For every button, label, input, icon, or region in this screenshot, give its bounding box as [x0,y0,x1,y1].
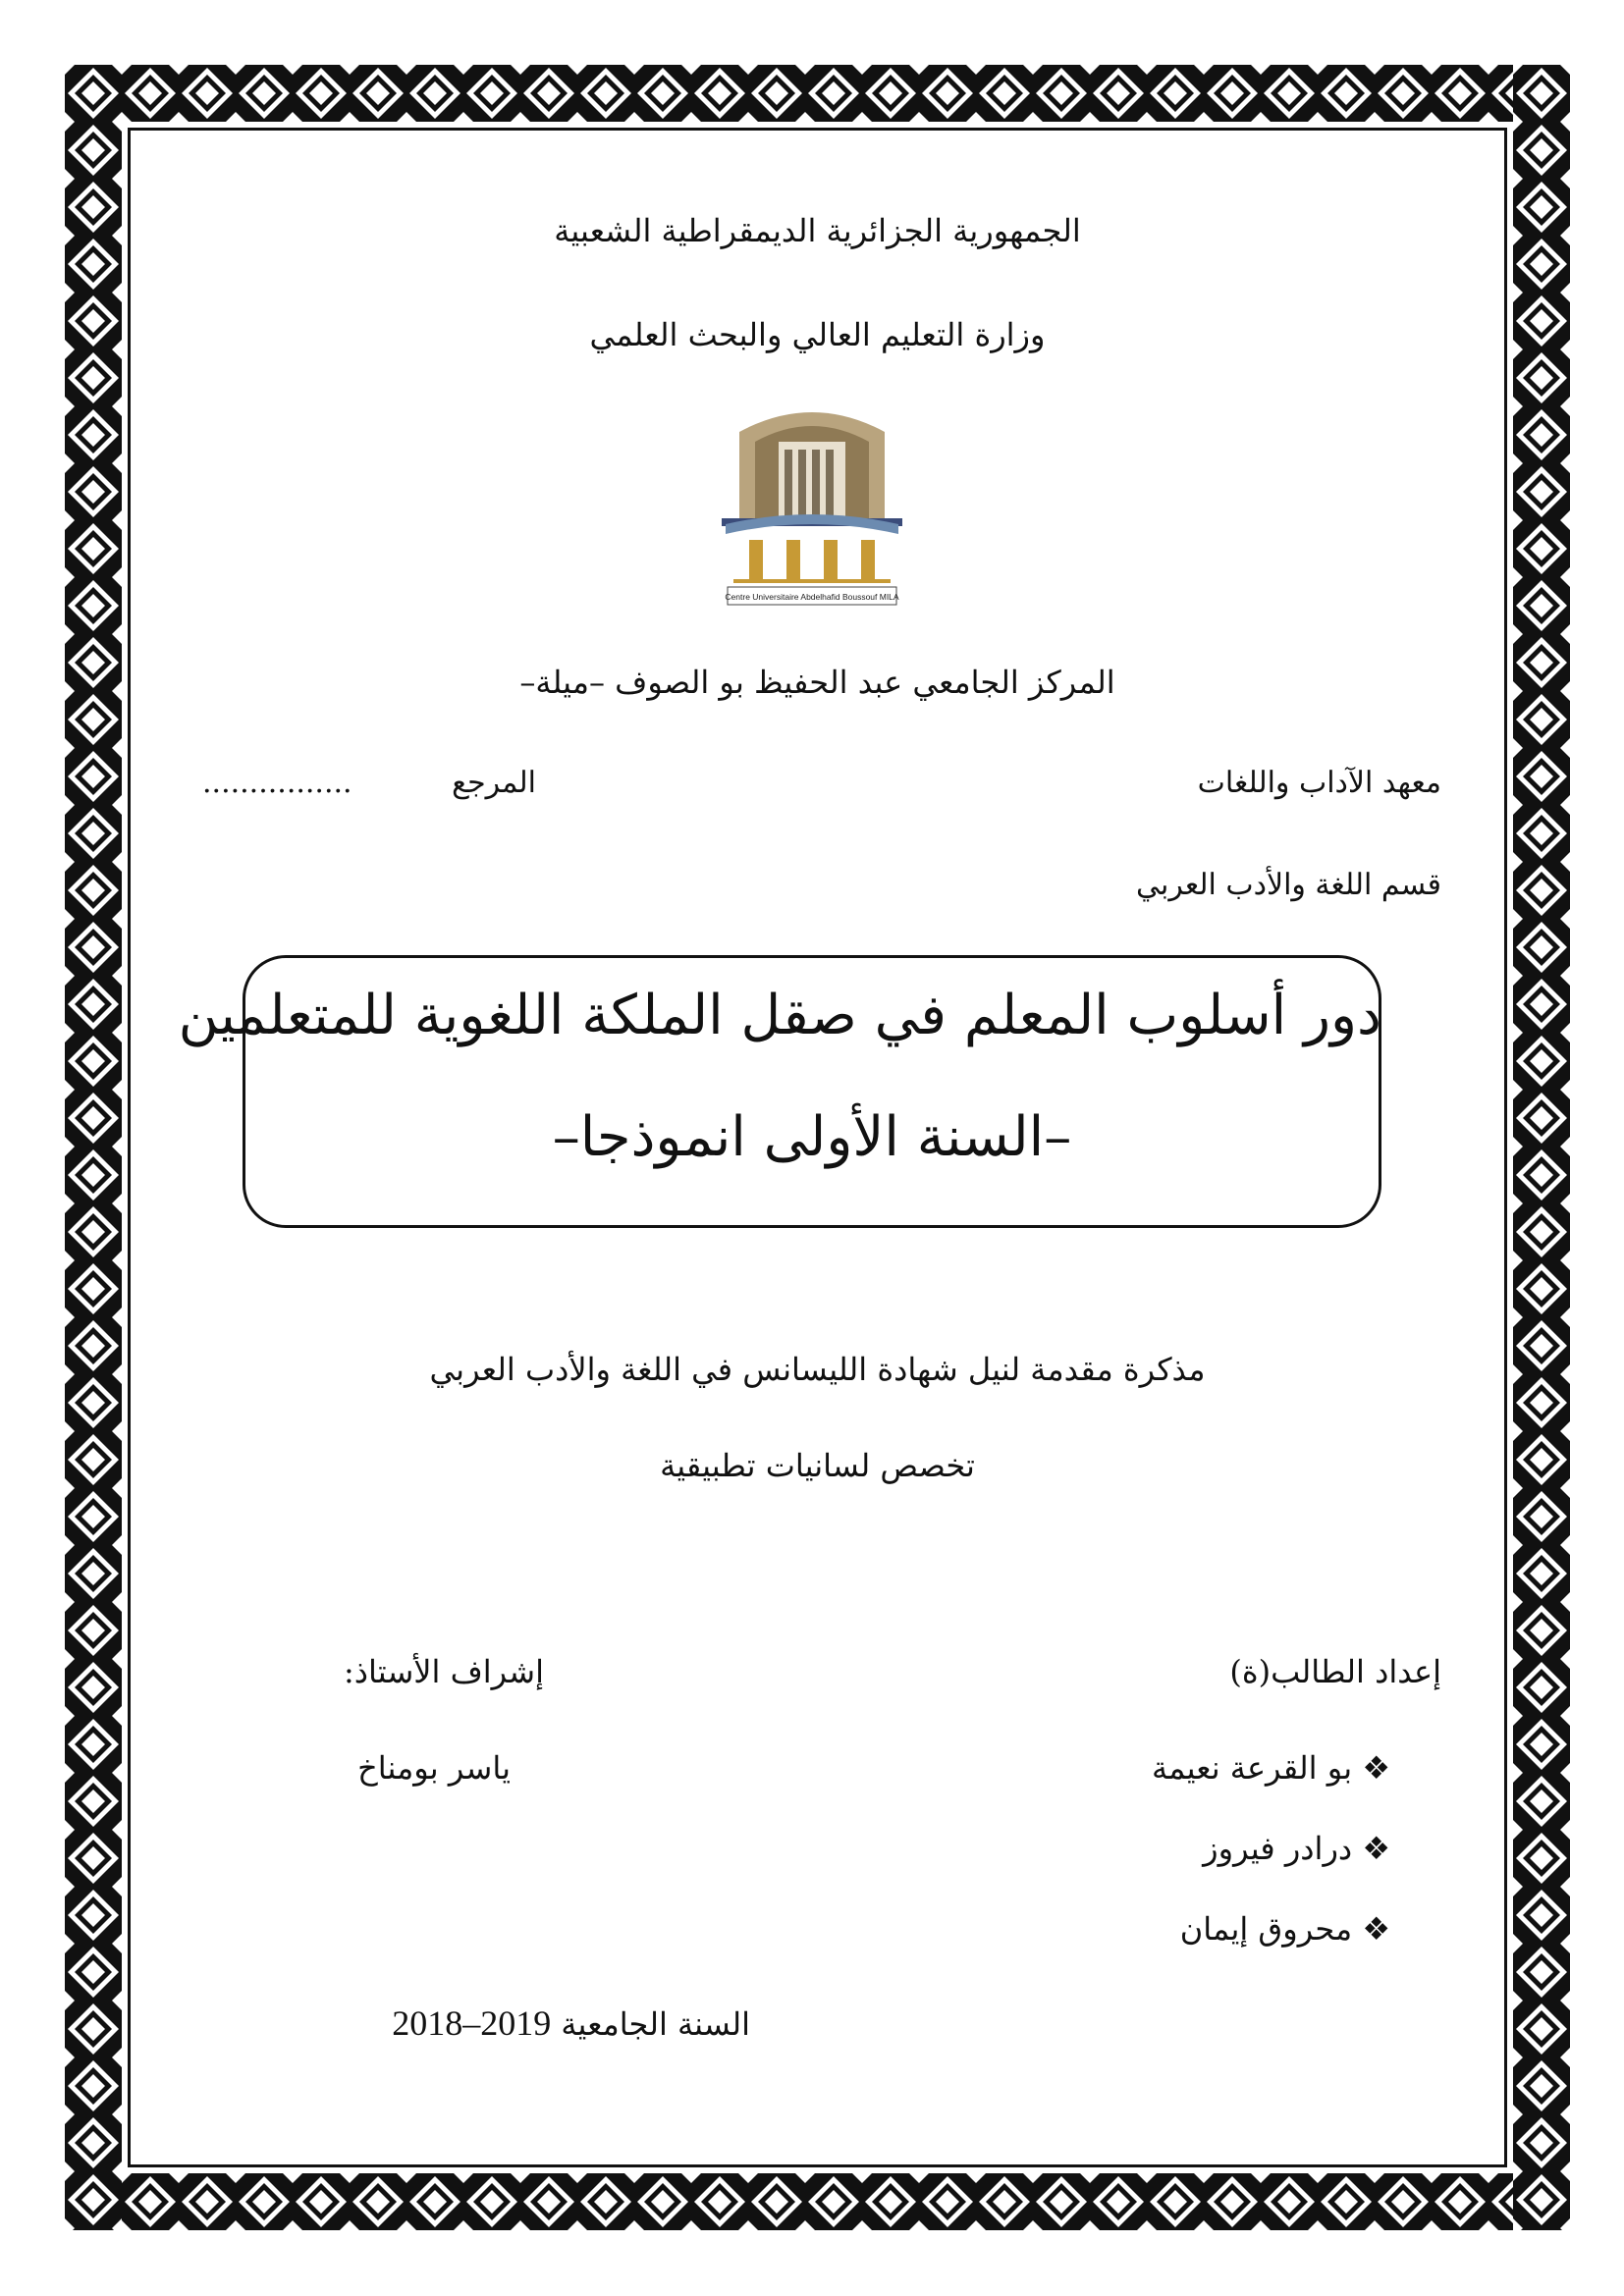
thesis-purpose: مذكرة مقدمة لنيل شهادة الليسانس في اللغة والأدب العربي [429,1351,1206,1388]
border-left [65,65,122,2230]
bullet-icon: ❖ [1362,1910,1390,1948]
thesis-specialty: تخصص لسانيات تطبيقية [660,1447,975,1484]
author-item [1152,1749,1390,1787]
republic-name: الجمهورية الجزائرية الديمقراطية الشعبية [554,212,1081,249]
author-name: محروق إيمان [1179,1910,1353,1948]
border-bottom [65,2173,1570,2230]
border-right [1513,65,1570,2230]
author-name: درادر فيروز [1203,1830,1353,1867]
institute-name: معهد الآداب واللغات [1197,766,1441,800]
supervisor-label: إشراف الأستاذ: [344,1653,544,1690]
academic-year-value: 2018–2019 [392,2003,552,2043]
academic-year [392,2002,750,2044]
bullet-icon: ❖ [1362,1830,1390,1867]
department-name: قسم اللغة والأدب العربي [1135,868,1441,902]
supervisor-name: ياسر بومناخ [357,1749,511,1787]
reference-value: ................ [202,766,352,800]
bullet-icon: ❖ [1362,1749,1390,1787]
university-center-name: المركز الجامعي عبد الحفيظ بو الصوف –ميلة– [519,664,1115,701]
thesis-title-line2: –السنة الأولى انموذجا– [552,1105,1072,1169]
logo-caption: Centre Universitaire Abdelhafid Boussouf MILA [725,592,899,602]
university-building-logo [720,402,904,609]
author-name: بو القرعة نعيمة [1151,1749,1353,1787]
author-item [1203,1830,1390,1867]
academic-year-label: السنة الجامعية [561,2005,750,2043]
reference-label: المرجع [452,766,536,800]
border-top [65,65,1570,122]
ministry-name: وزارة التعليم العالي والبحث العلمي [589,316,1046,353]
authors-label: إعداد الطالب(ة) [1229,1653,1441,1690]
author-item [1180,1910,1390,1948]
thesis-title-line1: دور أسلوب المعلم في صقل الملكة اللغوية للمتعلمين [178,984,1381,1047]
